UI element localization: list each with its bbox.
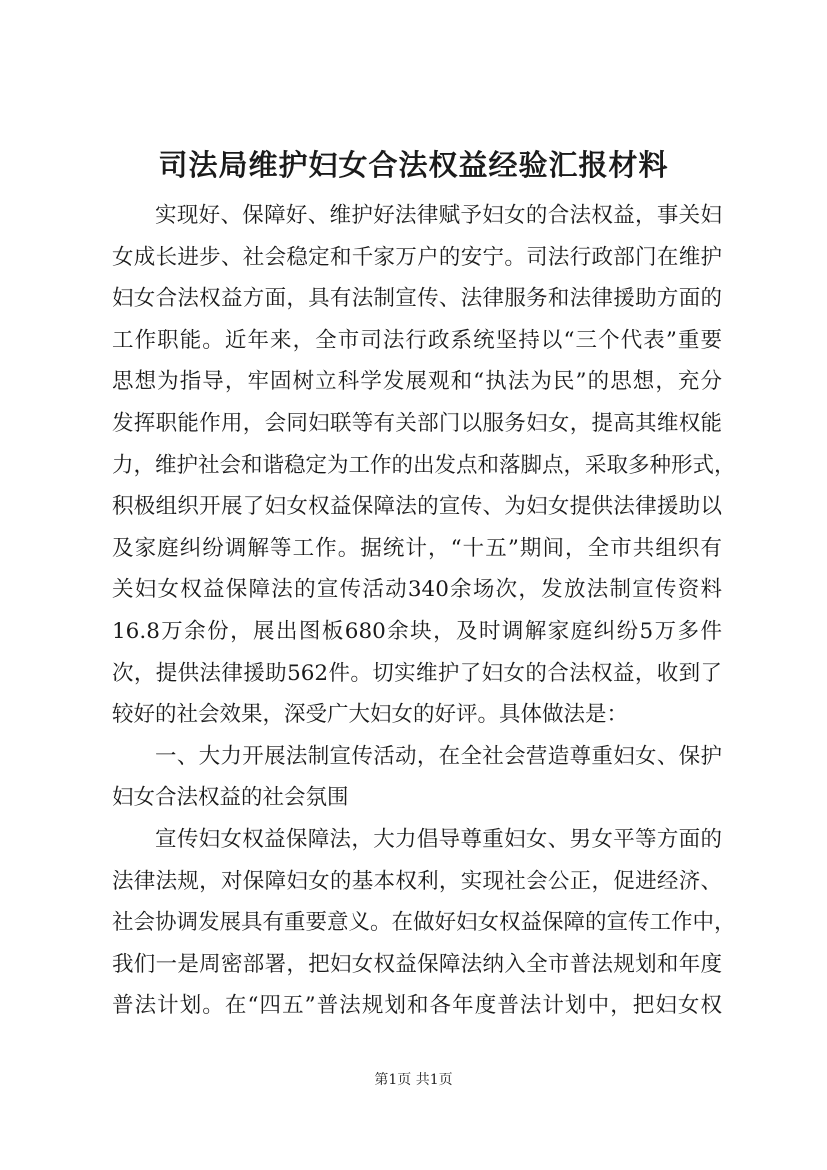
paragraph-line: 关妇女权益保障法的宣传活动340余场次，发放法制宣传资料 bbox=[112, 577, 722, 603]
paragraph-line: 法律法规，对保障妇女的基本权利，实现社会公正，促进经济、 bbox=[112, 868, 722, 894]
paragraph-line: 较好的社会效果，深受广大妇女的好评。具体做法是： bbox=[112, 702, 629, 728]
paragraph-line: 力，维护社会和谐稳定为工作的出发点和落脚点，采取多种形式， bbox=[112, 452, 736, 478]
section-heading-line: 妇女合法权益的社会氛围 bbox=[112, 785, 349, 811]
page-number-footer: 第1页 共1页 bbox=[374, 1072, 453, 1088]
paragraph-line: 宣传妇女权益保障法，大力倡导尊重妇女、男女平等方面的 bbox=[155, 826, 722, 852]
paragraph-line: 女成长进步、社会稳定和千家万户的安宁。司法行政部门在维护 bbox=[112, 244, 722, 270]
paragraph-line: 普法计划。在“四五”普法规划和各年度普法计划中，把妇女权 bbox=[112, 993, 722, 1019]
paragraph-line: 及家庭纠纷调解等工作。据统计，“十五”期间，全市共组织有 bbox=[112, 535, 722, 561]
section-heading-line: 一、大力开展法制宣传活动，在全社会营造尊重妇女、保护 bbox=[155, 743, 722, 769]
paragraph-line: 思想为指导，牢固树立科学发展观和“执法为民”的思想，充分 bbox=[112, 369, 722, 395]
document-body bbox=[112, 195, 736, 1027]
paragraph-line: 16.8万余份，展出图板680余块，及时调解家庭纠纷5万多件 bbox=[112, 618, 722, 644]
paragraph-line: 次，提供法律援助562件。切实维护了妇女的合法权益，收到了 bbox=[112, 660, 722, 686]
paragraph-line: 积极组织开展了妇女权益保障法的宣传、为妇女提供法律援助以 bbox=[112, 494, 722, 520]
paragraph-line: 工作职能。近年来，全市司法行政系统坚持以“三个代表”重要 bbox=[112, 327, 722, 353]
paragraph-line: 妇女合法权益方面，具有法制宣传、法律服务和法律援助方面的 bbox=[112, 286, 722, 312]
paragraph-line: 社会协调发展具有重要意义。在做好妇女权益保障的宣传工作中， bbox=[112, 910, 736, 936]
paragraph-line: 发挥职能作用，会同妇联等有关部门以服务妇女，提高其维权能 bbox=[112, 410, 722, 436]
document-title: 司法局维护妇女合法权益经验汇报材料 bbox=[158, 148, 669, 182]
paragraph-line: 我们一是周密部署，把妇女权益保障法纳入全市普法规划和年度 bbox=[112, 951, 722, 977]
paragraph-line: 实现好、保障好、维护好法律赋予妇女的合法权益，事关妇 bbox=[155, 203, 722, 228]
